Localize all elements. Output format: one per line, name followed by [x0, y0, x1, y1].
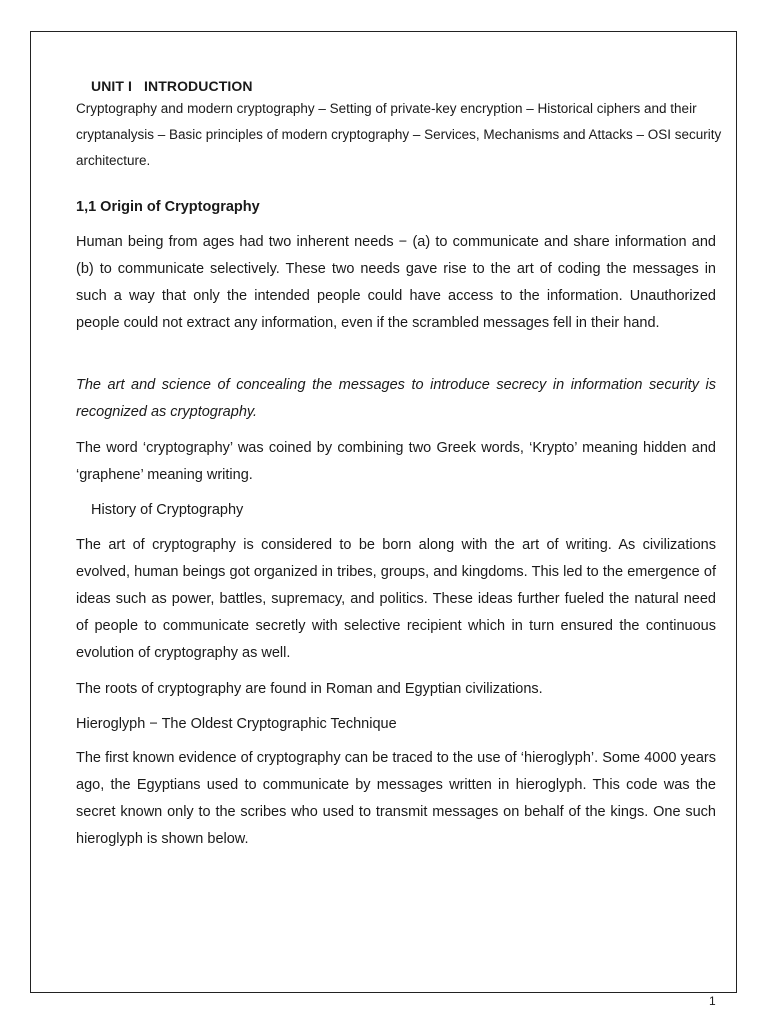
history-heading: History of Cryptography [91, 502, 244, 518]
paragraph-needs: Human being from ages had two inherent needs − (a) to communicate and share information and (b) to communicate selectively. These two needs gave rise to the art of coding the messages in such a way that only the intended people could have access to the information. Unauthorized people could not extract any information, even if the scrambled messages fell in their hand. [76, 234, 716, 331]
paragraph-history: The art of cryptography is considered to be born along with the art of writing. As civilizations evolved, human beings got organized in tribes, groups, and kingdoms. This led to the emergence of ideas such as power, battles, supremacy, and politics. These ideas further fueled the natural need of people to communicate secretly with selective recipient which in turn ensured the continuous evolution of cryptography as well. [76, 537, 716, 661]
paragraph-hieroglyph: The first known evidence of cryptography can be traced to the use of ‘hieroglyph’. Some 4000 years ago, the Egyptians used to communicate by messages written in hieroglyph. This code was the secret known only to the scribes who used to transmit messages on behalf of the kings. One such hieroglyph is shown below. [76, 750, 716, 847]
syllabus-text: Cryptography and modern cryptography – Setting of private-key encryption – Historical ciphers and their cryptanalysis – Basic principles of modern cryptography – Services, Mechanisms and Attacks – OSI security architecture. [76, 101, 722, 168]
paragraph-roots: The roots of cryptography are found in Roman and Egyptian civilizations. [76, 681, 543, 697]
paragraph-word-origin: The word ‘cryptography’ was coined by combining two Greek words, ‘Krypto’ meaning hidden and ‘graphene’ meaning writing. [76, 440, 716, 483]
hieroglyph-heading: Hieroglyph − The Oldest Cryptographic Technique [76, 716, 397, 732]
section-heading: 1,1 Origin of Cryptography [76, 199, 260, 215]
page-number: 1 [709, 994, 716, 1008]
unit-title: UNIT I INTRODUCTION [91, 78, 253, 94]
paragraph-definition: The art and science of concealing the messages to introduce secrecy in information security is recognized as cryptography. [76, 377, 716, 420]
